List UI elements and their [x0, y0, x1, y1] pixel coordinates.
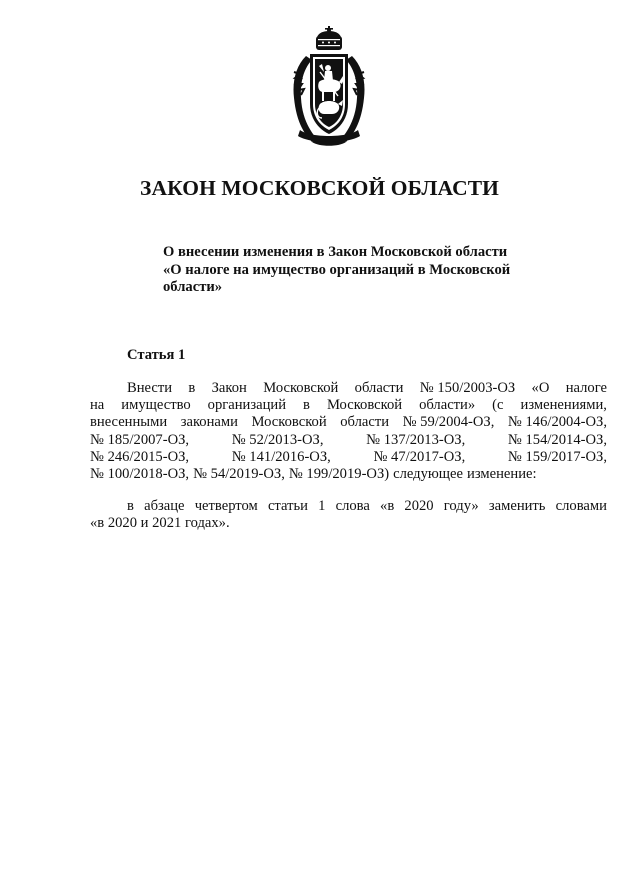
- word: Московской: [326, 397, 403, 414]
- word: № 185/2007-ОЗ,: [90, 431, 190, 448]
- article-heading: Статья 1: [127, 347, 186, 363]
- word: № 154/2014-ОЗ,: [507, 431, 607, 448]
- subtitle-line: области»: [163, 279, 223, 295]
- word: Московской: [263, 380, 339, 396]
- word: четвертом: [194, 498, 258, 514]
- word: в: [303, 397, 310, 414]
- paragraph-line: [90, 432, 607, 449]
- subtitle-line: О внесении изменения в Закон Московской области: [163, 244, 508, 260]
- word: в: [127, 498, 134, 514]
- word: № 159/2017-ОЗ,: [507, 448, 607, 465]
- word: следующее: [393, 466, 464, 483]
- paragraph-line: [90, 515, 607, 532]
- word: № 150/2003-ОЗ: [419, 380, 516, 396]
- word: организаций: [207, 397, 287, 414]
- word: статьи: [267, 498, 308, 514]
- document-title: ЗАКОН МОСКОВСКОЙ ОБЛАСТИ: [140, 176, 499, 200]
- word: «О: [531, 380, 550, 396]
- paragraph-line: [90, 466, 607, 483]
- word: Внести: [127, 380, 173, 396]
- word: изменениями,: [520, 397, 607, 414]
- word: № 199/2019-ОЗ): [288, 466, 390, 483]
- coat-of-arms-emblem: [286, 26, 372, 152]
- word: Московской: [251, 414, 327, 431]
- word: году»: [443, 498, 479, 514]
- word: области: [354, 380, 404, 396]
- word: № 59/2004-ОЗ,: [402, 414, 495, 431]
- paragraph-line: [90, 449, 607, 466]
- word: № 146/2004-ОЗ,: [507, 414, 607, 431]
- article-paragraph-2: [90, 498, 607, 532]
- word: (с: [492, 397, 504, 414]
- word: Закон: [211, 380, 247, 396]
- word: 2020: [404, 498, 434, 514]
- word: области: [340, 414, 390, 431]
- subtitle-line: «О налоге на имущество организаций в Московской: [163, 261, 511, 278]
- crown-icon: [316, 26, 342, 50]
- word: № 246/2015-ОЗ,: [90, 448, 190, 465]
- word: № 54/2019-ОЗ,: [193, 466, 285, 483]
- word: слова: [335, 498, 370, 514]
- article-paragraph-1: [90, 380, 607, 483]
- word: изменение:: [467, 466, 537, 483]
- paragraph-line: [90, 498, 607, 515]
- word: законами: [180, 414, 238, 431]
- document-subtitle: [163, 244, 543, 297]
- word: заменить: [488, 498, 546, 514]
- word: № 141/2016-ОЗ,: [231, 448, 331, 465]
- word: «в 2020 и 2021 годах».: [90, 515, 230, 532]
- word: налоге: [565, 380, 607, 396]
- word: «в: [380, 498, 395, 514]
- word: на: [90, 397, 105, 414]
- word: области»: [419, 397, 476, 414]
- paragraph-line: [90, 380, 607, 397]
- word: 1: [318, 498, 326, 514]
- word: абзаце: [144, 498, 185, 514]
- word: № 137/2013-ОЗ,: [366, 431, 466, 448]
- word: имущество: [121, 397, 191, 414]
- word: в: [188, 380, 196, 396]
- word: № 100/2018-ОЗ,: [90, 466, 190, 483]
- word: № 47/2017-ОЗ,: [373, 448, 466, 465]
- word: № 52/2013-ОЗ,: [231, 431, 324, 448]
- word: словами: [555, 498, 607, 514]
- paragraph-line: [90, 397, 607, 414]
- word: внесенными: [90, 414, 168, 431]
- paragraph-line: [90, 414, 607, 431]
